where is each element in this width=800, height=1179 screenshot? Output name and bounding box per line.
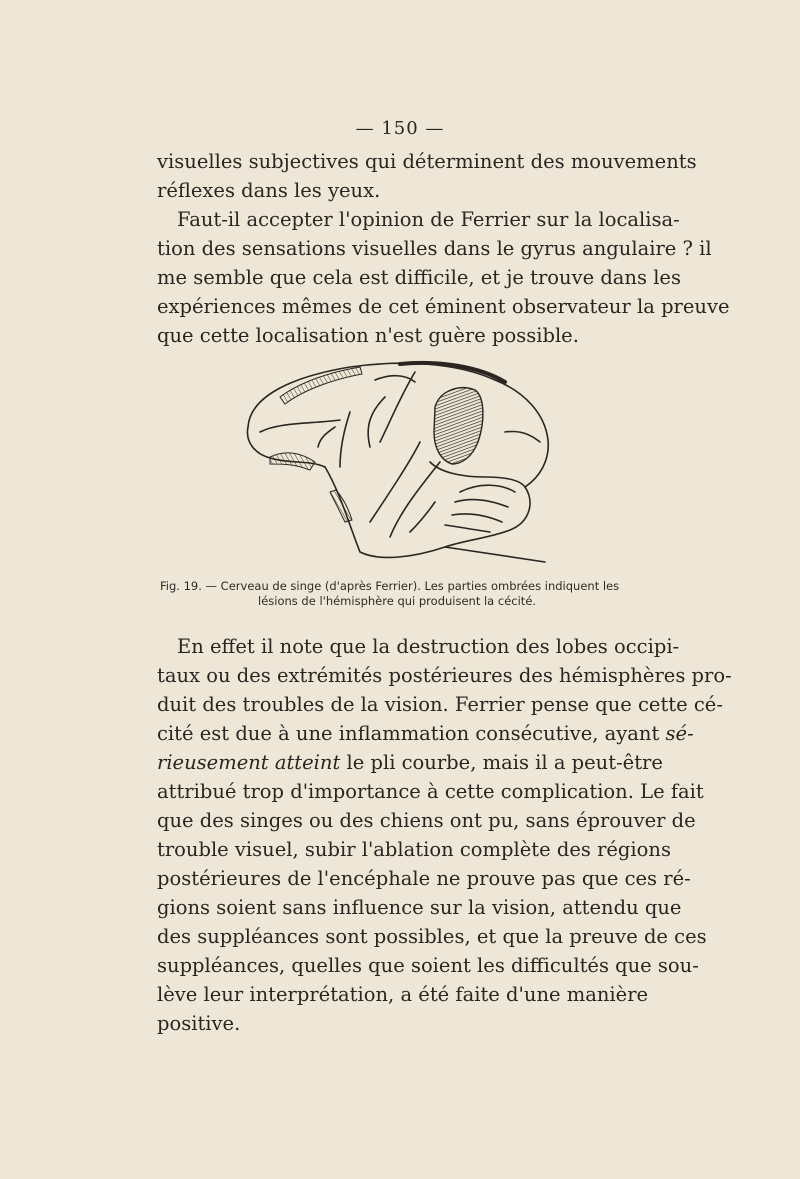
text-line: que cette localisation n'est guère possible. xyxy=(157,324,579,347)
italic-text: sé- xyxy=(665,722,694,745)
text-line: visuelles subjectives qui déterminent des mouvements xyxy=(157,150,697,173)
paragraph-destruction-lobes xyxy=(157,632,732,1038)
text-segment: le pli courbe, mais il a peut-être xyxy=(340,751,663,774)
shaded-lesion-region xyxy=(434,388,483,464)
figure-caption xyxy=(160,579,644,609)
brain-diagram xyxy=(240,352,560,572)
text-line xyxy=(157,748,663,777)
text-line: positive. xyxy=(157,1012,241,1035)
text-line: Faut-il accepter l'opinion de Ferrier sur la localisa- xyxy=(177,208,680,231)
page-number: — 150 — xyxy=(355,118,445,139)
text-line: duit des troubles de la vision. Ferrier pense que cette cé- xyxy=(157,693,723,716)
text-line xyxy=(157,719,694,748)
text-line: expériences mêmes de cet éminent observateur la preuve xyxy=(157,295,730,318)
text-line: taux ou des extrémités postérieures des hémisphères pro- xyxy=(157,664,732,687)
caption-line: lésions de l'hémisphère qui produisent la cécité. xyxy=(258,594,537,608)
text-line: trouble visuel, subir l'ablation complète des régions xyxy=(157,838,671,861)
paragraph-continuation xyxy=(157,147,697,205)
text-line: me semble que cela est difficile, et je trouve dans les xyxy=(157,266,681,289)
caption-line: Fig. 19. — Cerveau de singe (d'après Ferrier). Les parties ombrées indiquent les xyxy=(160,579,620,593)
text-line: que des singes ou des chiens ont pu, sans éprouver de xyxy=(157,809,696,832)
monkey-brain-illustration xyxy=(240,352,560,572)
text-line: attribué trop d'importance à cette complication. Le fait xyxy=(157,780,704,803)
text-line: postérieures de l'encéphale ne prouve pas que ces ré- xyxy=(157,867,691,890)
text-line: gions soient sans influence sur la vision, attendu que xyxy=(157,896,682,919)
text-line: tion des sensations visuelles dans le gyrus angulaire ? il xyxy=(157,237,712,260)
text-line: des suppléances sont possibles, et que la preuve de ces xyxy=(157,925,707,948)
paragraph-ferrier-opinion xyxy=(157,205,730,350)
text-line: En effet il note que la destruction des lobes occipi- xyxy=(177,635,680,658)
text-segment: cité est due à une inflammation consécutive, ayant xyxy=(157,722,666,745)
text-line: lève leur interprétation, a été faite d'une manière xyxy=(157,983,649,1006)
italic-text: rieusement atteint xyxy=(157,751,341,774)
text-line: suppléances, quelles que soient les difficultés que sou- xyxy=(157,954,699,977)
text-line: réflexes dans les yeux. xyxy=(157,179,381,202)
